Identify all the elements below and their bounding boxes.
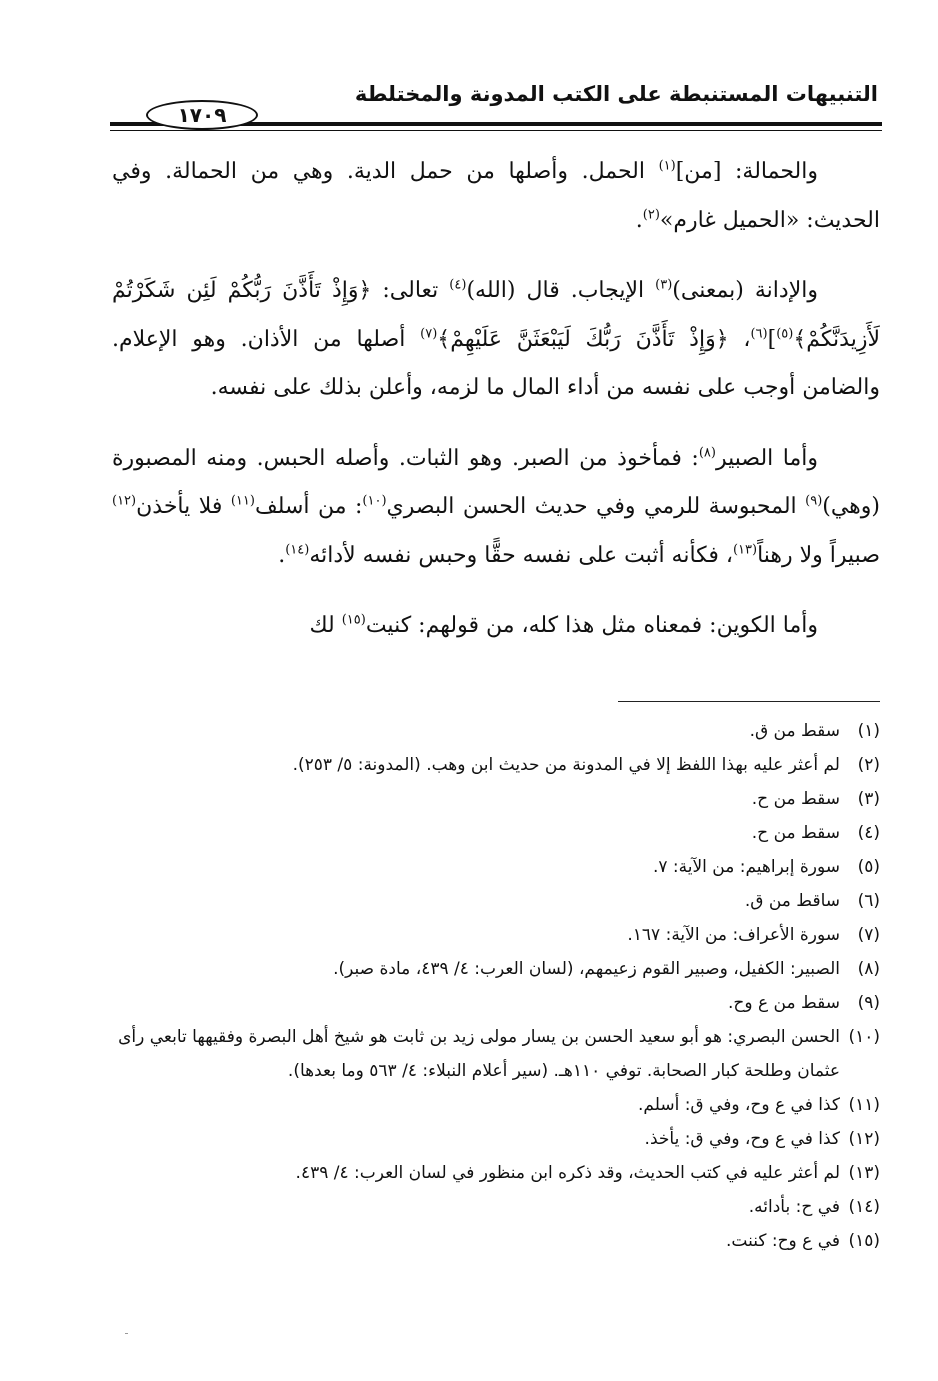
footnote-number: (١٠): [848, 1027, 880, 1047]
footnote-text: لم أعثر عليه في كتب الحديث، وقد ذكره ابن منظور في لسان العرب: ٤/ ٤٣٩.: [295, 1163, 840, 1183]
footnote-ref: (١٠): [362, 493, 387, 509]
main-text: [112, 148, 880, 673]
footnote-ref: (١٣): [732, 542, 758, 558]
footnote-ref: (١١): [230, 493, 255, 509]
footnote: [112, 918, 880, 952]
text-run: لك: [309, 613, 342, 638]
footnote-text: في ح: بأدائه.: [748, 1197, 840, 1217]
footnote-text: سورة الأعراف: من الآية: ١٦٧.: [627, 925, 840, 945]
text-run: والحمالة: [من]: [675, 159, 818, 184]
text-run: ]: [767, 326, 777, 352]
footnote: [112, 714, 880, 748]
text-run: أصلها من الأذان. وهو الإعلام. والضامن أوجب على نفسه من أداء المال ما لزمه، وأعلن بذلك على نفسه.: [112, 326, 880, 400]
footnote-text: سقط من ق.: [749, 721, 840, 741]
footnote-number: (٧): [857, 925, 880, 945]
footnote: [112, 782, 880, 816]
footnote: [112, 816, 880, 850]
footnote-number: (٣): [857, 789, 880, 809]
quran-verse: ﴿وَإِذْ تَأَذَّنَ رَبُّكُمْ لَئِن شَكَرْتُمْ لَأَزِيدَنَّكُمْ﴾: [112, 278, 880, 352]
text-run: الإيجاب. قال (الله): [466, 278, 656, 303]
footnote-number: (٨): [857, 959, 880, 979]
footnote-text: سقط من ع وح.: [728, 993, 840, 1013]
footnote-text: كذا في ع وح، وفي ق: أسلم.: [637, 1095, 840, 1115]
footnote-number: (١٣): [848, 1163, 880, 1183]
footnote: [112, 748, 880, 782]
text-run: وأما الكوين: فمعناه مثل هذا كله، من قولهم: كنيت: [365, 613, 818, 638]
footnote-ref: (٥): [776, 326, 794, 342]
footnote-separator: [618, 701, 880, 702]
footnote-number: (٢): [857, 755, 880, 775]
footnote-text: الحسن البصري: هو أبو سعيد الحسن بن يسار مولى زيد بن ثابت هو شيخ أهل البصرة وفقيهها تابعي رأى عثمان وطلحة كبار الصحابة. توفي ١١٠هـ. (سير أعلام النبلاء: ٤/ ٥٦٣ وما بعدها).: [118, 1027, 840, 1081]
footnote-text: سورة إبراهيم: من الآية: ٧.: [652, 857, 840, 877]
footnote: [112, 1224, 880, 1258]
text-run: .: [635, 207, 643, 233]
paragraph: [112, 602, 880, 651]
footnote-number: (٤): [857, 823, 880, 843]
footnote-number: (٩): [857, 993, 880, 1013]
footnote-ref: (٨): [698, 445, 716, 461]
text-run: : من أسلف: [254, 494, 363, 519]
text-run: صبيراً ولا رهناً: [757, 542, 880, 568]
footnote: [112, 952, 880, 986]
text-run: وأما الصبير: [715, 445, 818, 471]
text-run: : فمأخوذ من الصبر. وهو الثبات. وأصله الحبس. ومنه المصبورة (وهي): [112, 445, 880, 519]
footnote: [112, 1088, 880, 1122]
page-number: ١٧٠٩: [146, 100, 258, 130]
text-run: فلا يأخذن: [136, 494, 231, 519]
text-run: والإدانة (بمعنى): [672, 278, 819, 303]
footnote-text: ساقط من ق.: [744, 891, 840, 911]
paragraph: [112, 148, 880, 245]
footnote-text: في ع وح: كننت.: [725, 1231, 840, 1251]
paragraph: [112, 267, 880, 413]
footnote-number: (١): [857, 721, 880, 741]
footnote-ref: (٩): [805, 493, 823, 509]
paragraph: [112, 435, 880, 581]
footnotes: [112, 714, 880, 1258]
footnote-number: (١٤): [848, 1197, 880, 1217]
footnote: [112, 1190, 880, 1224]
footnote: [112, 1156, 880, 1190]
footnote-text: لم أعثر عليه بهذا اللفظ إلا في المدونة من حديث ابن وهب. (المدونة: ٥/ ٢٥٣).: [292, 755, 840, 775]
footnote-number: (٥): [857, 857, 880, 877]
text-run: .: [278, 542, 286, 568]
text-run: ، فكأنه أثبت على نفسه حقًّا وحبس نفسه لأدائه: [309, 542, 733, 568]
footnote: [112, 850, 880, 884]
footnote-number: (٦): [857, 891, 880, 911]
footnote-number: (١٥): [848, 1231, 880, 1251]
text-run: تعالى:: [371, 278, 450, 303]
footnote: [112, 1122, 880, 1156]
text-run: الحمل. وأصلها من حمل الدية. وهي من الحمالة. وفي الحديث: «الحميل غارم»: [112, 159, 880, 233]
footnote: [112, 986, 880, 1020]
footnote: [112, 884, 880, 918]
footnote-text: الصبير: الكفيل، وصبير القوم زعيمهم، (لسان العرب: ٤/ ٤٣٩، مادة صبر).: [333, 959, 840, 979]
page-mark: [125, 1333, 128, 1334]
footnote-ref: (١٥): [341, 612, 366, 628]
footnote-text: كذا في ع وح، وفي ق: يأخذ.: [644, 1129, 840, 1149]
text-run: المحبوسة للرمي وفي حديث الحسن البصري: [386, 494, 806, 519]
footnote-text: سقط من ح.: [751, 789, 840, 809]
quran-verse: ﴿وَإِذْ تَأَذَّنَ رَبُّكَ لَيَبْعَثَنَّ عَلَيْهِمْ﴾: [437, 326, 729, 352]
footnote-number: (١٢): [848, 1129, 880, 1149]
footnote-ref: (٤): [449, 277, 467, 293]
footnote-ref: (٣): [655, 277, 673, 293]
footnote-ref: (٢): [642, 207, 660, 223]
footnote-text: سقط من ح.: [751, 823, 840, 843]
footnote-ref: (١): [658, 158, 676, 174]
footnote-ref: (٦): [750, 326, 768, 342]
running-title: التنبيهات المستنبطة على الكتب المدونة والمختلطة: [354, 82, 878, 106]
header-rule-thin: [110, 130, 882, 131]
footnote-ref: (١٢): [112, 493, 137, 509]
footnote-ref: (٧): [420, 326, 438, 342]
page-header: [110, 74, 882, 134]
footnote-number: (١١): [848, 1095, 880, 1115]
text-run: ،: [728, 326, 751, 352]
footnote-ref: (١٤): [285, 542, 310, 558]
footnote: [112, 1020, 880, 1088]
